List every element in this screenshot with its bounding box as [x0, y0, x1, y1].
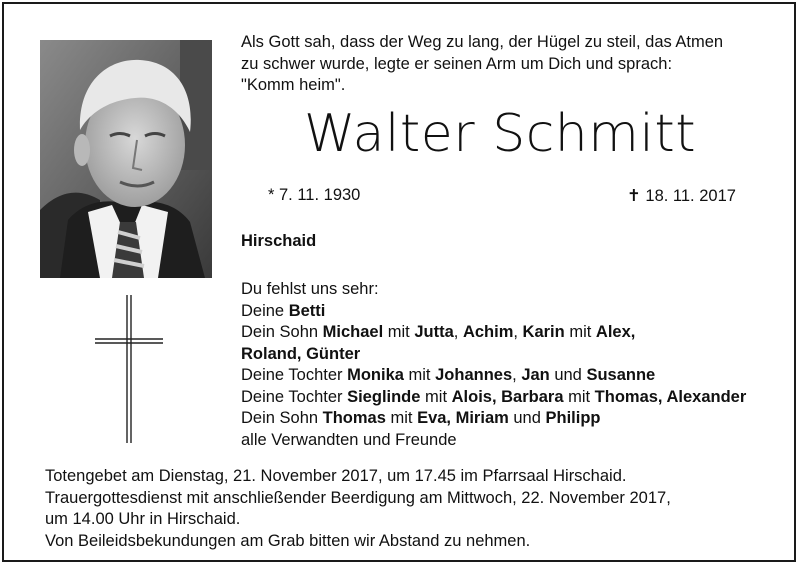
mourners-intro: Du fehlst uns sehr:: [241, 280, 379, 298]
mourner-line: [241, 408, 791, 430]
mourners-list: [241, 279, 791, 451]
mourner-text: mit: [403, 366, 436, 384]
mourner-name: Karin: [522, 323, 565, 341]
mourner-line: [241, 322, 791, 344]
mourner-text: mit: [564, 323, 596, 341]
notice-line: Trauergottesdienst mit anschließender Beerdigung am Mittwoch, 22. November 2017,: [45, 488, 671, 507]
mourner-text: Dein Sohn: [241, 323, 323, 341]
mourner-name: Jutta: [414, 323, 454, 341]
funeral-notice: [45, 466, 785, 552]
mourner-name: Susanne: [586, 366, 656, 384]
deceased-name: Walter Schmitt: [304, 104, 697, 164]
mourner-lines: [241, 301, 791, 430]
poem-quote: [241, 32, 781, 97]
portrait-photo: [40, 40, 212, 278]
mourner-name: Alois, Barbara: [451, 387, 564, 406]
mourner-text: und: [508, 409, 546, 427]
mourner-text: mit: [420, 387, 452, 406]
mourner-text: mit: [383, 323, 415, 341]
mourner-line: [241, 387, 791, 409]
mourner-name: Philipp: [545, 409, 601, 427]
mourners-closing: alle Verwandten und Freunde: [241, 430, 457, 449]
mourner-text: Deine Tochter: [241, 366, 348, 384]
portrait-image: [40, 40, 212, 278]
mourner-text: Deine Tochter: [241, 387, 348, 406]
notice-line: Von Beileidsbekundungen am Grab bitten wir Abstand zu nehmen.: [45, 531, 531, 550]
mourner-name: Thomas, Alexander: [594, 387, 747, 406]
cross-icon: [95, 295, 163, 443]
mourner-text: ,: [453, 323, 463, 341]
poem-line: zu schwer wurde, legte er seinen Arm um Dich und sprach:: [241, 54, 673, 73]
notice-line: Totengebet am Dienstag, 21. November 2017, um 17.45 im Pfarrsaal Hirschaid.: [45, 467, 627, 485]
mourner-text: Dein Sohn: [241, 409, 323, 427]
notice-line: um 14.00 Uhr in Hirschaid.: [45, 510, 241, 528]
mourner-text: mit: [385, 409, 418, 427]
mourner-text: Deine: [241, 301, 289, 320]
mourner-text: mit: [563, 387, 595, 406]
mourner-line: [241, 301, 791, 323]
hometown: Hirschaid: [241, 232, 317, 250]
mourner-text: ,: [513, 323, 523, 341]
mourner-line: [241, 365, 791, 387]
poem-line: Als Gott sah, dass der Weg zu lang, der Hügel zu steil, das Atmen: [241, 33, 724, 51]
mourner-name: Johannes: [435, 366, 513, 384]
mourner-name: Eva, Miriam: [417, 409, 509, 427]
mourner-name: Alex,: [595, 323, 636, 341]
mourner-name: Michael: [322, 323, 384, 341]
mourner-name: Achim: [462, 323, 514, 341]
death-date: ✝ 18. 11. 2017: [627, 187, 736, 205]
mourner-text: und: [549, 366, 587, 384]
mourner-name: Jan: [521, 366, 550, 384]
poem-line: "Komm heim".: [241, 76, 346, 94]
mourner-name: Thomas: [322, 409, 386, 427]
mourner-line: [241, 344, 791, 366]
birth-date: * 7. 11. 1930: [268, 186, 361, 204]
mourner-text: ,: [512, 366, 522, 384]
mourner-name: Sieglinde: [347, 387, 421, 406]
mourner-name: Monika: [347, 366, 404, 384]
mourner-name: Roland, Günter: [241, 344, 361, 363]
mourner-name: Betti: [288, 301, 326, 320]
